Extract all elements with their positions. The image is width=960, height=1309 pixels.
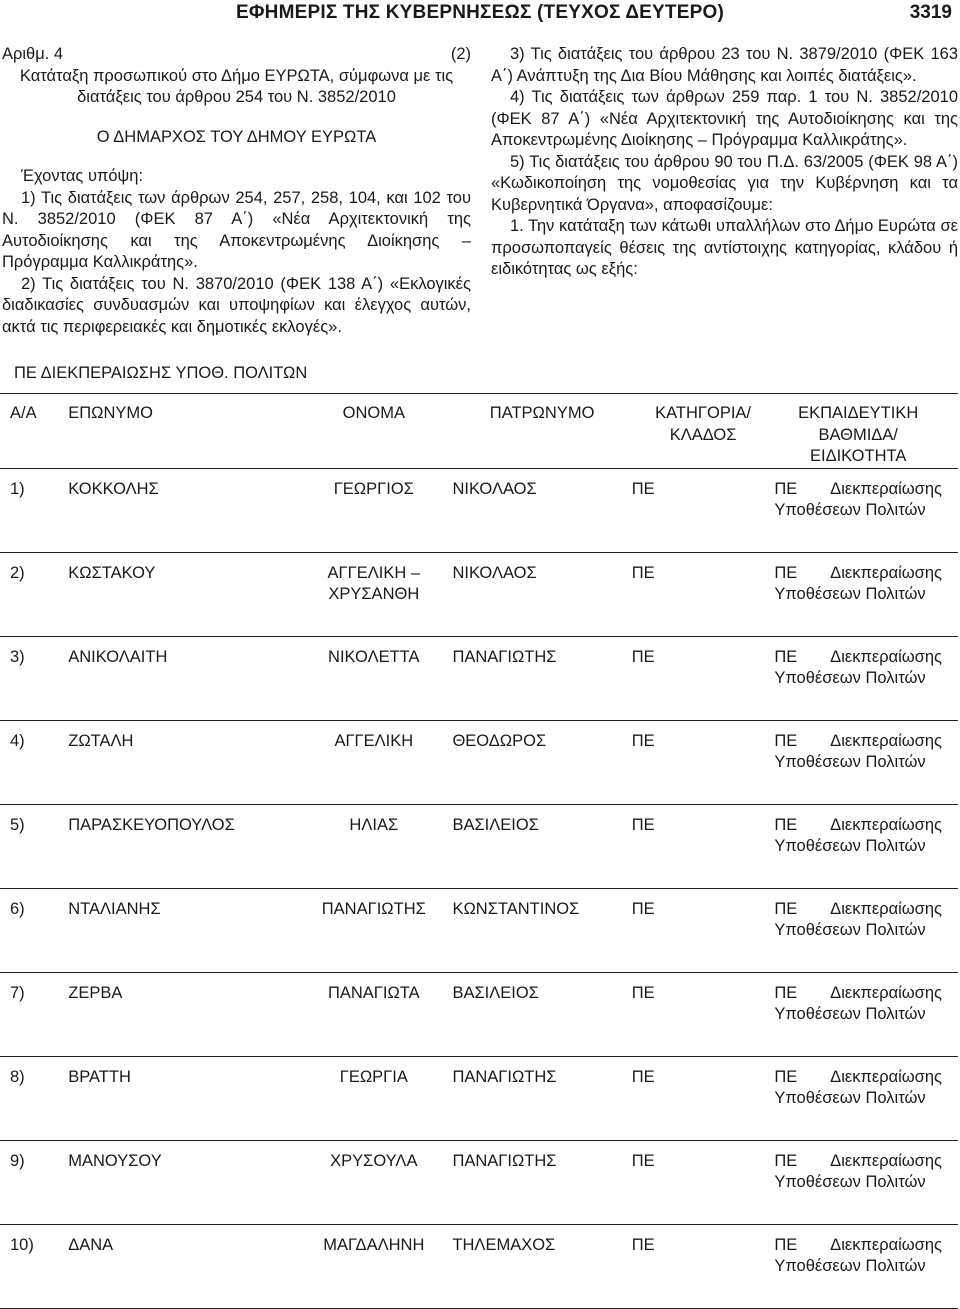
- cell-specialty: ΠΕ Διεκπεραίωσης Υποθέσεων Πολιτών: [774, 1140, 958, 1224]
- header-surname: ΕΠΩΝΥΜΟ: [68, 394, 295, 469]
- table-row: [0, 1140, 958, 1224]
- cell-aa: 6): [0, 888, 68, 972]
- table-row: [0, 552, 958, 636]
- cell-name: ΧΡΥΣΟΥΛΑ: [295, 1140, 452, 1224]
- cell-aa: 3): [0, 636, 68, 720]
- header-specialty: ΕΚΠΑΙΔΕΥΤΙΚΗ ΒΑΘΜΙΔΑ/ ΕΙΔΙΚΟΤΗΤΑ: [774, 394, 958, 469]
- cell-specialty: ΠΕ Διεκπεραίωσης Υποθέσεων Πολιτών: [774, 720, 958, 804]
- consideration-item-2: 2) Τις διατάξεις του Ν. 3870/2010 (ΦΕΚ 138 Α΄) «Εκλογικές διαδικασίες συνδυασμών και υποψηφίων και έλεγχος αυτών, ακτά τις περιφερειακές και δημοτικές εκλογές».: [2, 274, 471, 336]
- cell-name: ΑΓΓΕΛΙΚΗ: [295, 720, 452, 804]
- gazette-title: ΕΦΗΜΕΡΙΣ ΤΗΣ ΚΥΒΕΡΝΗΣΕΩΣ (ΤΕΥΧΟΣ ΔΕΥΤΕΡΟ): [236, 2, 724, 23]
- cell-name: ΓΕΩΡΓΙΟΣ: [295, 468, 452, 552]
- cell-surname: ΑΝΙΚΟΛΑΙΤΗ: [68, 636, 295, 720]
- cell-specialty: ΠΕ Διεκπεραίωσης Υποθέσεων Πολιτών: [774, 1056, 958, 1140]
- cell-father: ΒΑΣΙΛΕΙΟΣ: [452, 972, 631, 1056]
- cell-father: ΤΗΛΕΜΑΧΟΣ: [452, 1224, 631, 1308]
- cell-specialty: ΠΕ Διεκπεραίωσης Υποθέσεων Πολιτών: [774, 636, 958, 720]
- cell-father: ΠΑΝΑΓΙΩΤΗΣ: [452, 636, 631, 720]
- cell-aa: 2): [0, 552, 68, 636]
- cell-name: ΠΑΝΑΓΙΩΤΑ: [295, 972, 452, 1056]
- page-number: 3319: [909, 2, 952, 23]
- considering-label: Έχοντας υπόψη:: [21, 167, 144, 185]
- header-aa: Α/Α: [0, 394, 68, 469]
- cell-specialty: ΠΕ Διεκπεραίωσης Υποθέσεων Πολιτών: [774, 468, 958, 552]
- cell-father: ΝΙΚΟΛΑΟΣ: [452, 468, 631, 552]
- decision-subject: Κατάταξη προσωπικού στο Δήμο ΕΥΡΩΤΑ, σύμφωνα με τις διατάξεις του άρθρου 254 του Ν. 3852/2010: [19, 66, 454, 106]
- table-row: [0, 1056, 958, 1140]
- cell-aa: 7): [0, 972, 68, 1056]
- cell-surname: ΝΤΑΛΙΑΝΗΣ: [68, 888, 295, 972]
- consideration-item-1: 1) Τις διατάξεις των άρθρων 254, 257, 258, 104, και 102 του Ν. 3852/2010 (ΦΕΚ 87 Α΄) «Νέα Αρχιτεκτονική της Αυτοδιοίκησης και της Αποκεντρωμένης Διοίκησης – Πρόγραμμα Καλλικράτης».: [2, 188, 471, 271]
- decision-item-1: 1. Την κατάταξη των κάτωθι υπαλλήλων στο Δήμο Ευρώτα σε προσωποπαγείς θέσεις της αντίστοιχης κατηγορίας, κλάδου ή ειδικότητας ως εξής:: [491, 217, 958, 278]
- page-header: [0, 0, 960, 30]
- cell-surname: ΚΩΣΤΑΚΟΥ: [68, 552, 295, 636]
- cell-aa: 5): [0, 804, 68, 888]
- cell-name: ΝΙΚΟΛΕΤΤΑ: [295, 636, 452, 720]
- cell-specialty: ΠΕ Διεκπεραίωσης Υποθέσεων Πολιτών: [774, 888, 958, 972]
- cell-name: ΓΕΩΡΓΙΑ: [295, 1056, 452, 1140]
- header-name: ΟΝΟΜΑ: [295, 394, 452, 469]
- cell-name: ΜΑΓΔΑΛΗΝΗ: [295, 1224, 452, 1308]
- table-row: [0, 720, 958, 804]
- cell-name: ΑΓΓΕΛΙΚΗ – ΧΡΥΣΑΝΘΗ: [295, 552, 452, 636]
- header-category: ΚΑΤΗΓΟΡΙΑ/ ΚΛΑΔΟΣ: [632, 394, 775, 469]
- cell-surname: ΚΟΚΚΟΛΗΣ: [68, 468, 295, 552]
- decision-sub-number: (2): [450, 45, 471, 63]
- cell-father: ΝΙΚΟΛΑΟΣ: [452, 552, 631, 636]
- cell-aa: 4): [0, 720, 68, 804]
- consideration-item-4: 4) Τις διατάξεις των άρθρων 259 παρ. 1 του Ν. 3852/2010 (ΦΕΚ 87 Α΄) «Νέα Αρχιτεκτονική της Αυτοδιοίκησης και της Αποκεντρωμένης Διοίκησης – Πρόγραμμα Καλλικράτης».: [491, 88, 958, 149]
- table-row: [0, 972, 958, 1056]
- cell-surname: ΜΑΝΟΥΣΟΥ: [68, 1140, 295, 1224]
- cell-aa: 8): [0, 1056, 68, 1140]
- cell-category: ΠΕ: [632, 1140, 775, 1224]
- header-father: ΠΑΤΡΩΝΥΜΟ: [452, 394, 631, 469]
- cell-category: ΠΕ: [632, 552, 775, 636]
- table-row: [0, 636, 958, 720]
- table-header-row: [0, 394, 958, 469]
- cell-father: ΠΑΝΑΓΙΩΤΗΣ: [452, 1056, 631, 1140]
- cell-category: ΠΕ: [632, 804, 775, 888]
- cell-category: ΠΕ: [632, 972, 775, 1056]
- table-row: [0, 468, 958, 552]
- cell-father: ΚΩΝΣΤΑΝΤΙΝΟΣ: [452, 888, 631, 972]
- table-row: [0, 804, 958, 888]
- cell-surname: ΖΩΤΑΛΗ: [68, 720, 295, 804]
- right-column: [491, 44, 958, 281]
- decision-heading: [2, 44, 471, 66]
- staff-table: [0, 393, 958, 1309]
- cell-specialty: ΠΕ Διεκπεραίωσης Υποθέσεων Πολιτών: [774, 972, 958, 1056]
- cell-father: ΠΑΝΑΓΙΩΤΗΣ: [452, 1140, 631, 1224]
- cell-surname: ΖΕΡΒΑ: [68, 972, 295, 1056]
- cell-specialty: ΠΕ Διεκπεραίωσης Υποθέσεων Πολιτών: [774, 552, 958, 636]
- table-row: [0, 888, 958, 972]
- cell-specialty: ΠΕ Διεκπεραίωσης Υποθέσεων Πολιτών: [774, 1224, 958, 1308]
- decision-number: Αριθμ. 4: [2, 45, 64, 63]
- cell-category: ΠΕ: [632, 636, 775, 720]
- section-title: ΠΕ ΔΙΕΚΠΕΡΑΙΩΣΗΣ ΥΠΟΘ. ΠΟΛΙΤΩΝ: [14, 364, 308, 382]
- cell-name: ΗΛΙΑΣ: [295, 804, 452, 888]
- cell-category: ΠΕ: [632, 888, 775, 972]
- cell-category: ΠΕ: [632, 1056, 775, 1140]
- cell-name: ΠΑΝΑΓΙΩΤΗΣ: [295, 888, 452, 972]
- table-row: [0, 1224, 958, 1308]
- issuing-authority: Ο ΔΗΜΑΡΧΟΣ ΤΟΥ ΔΗΜΟΥ ΕΥΡΩΤΑ: [96, 127, 377, 146]
- cell-category: ΠΕ: [632, 468, 775, 552]
- cell-surname: ΠΑΡΑΣΚΕΥΟΠΟΥΛΟΣ: [68, 804, 295, 888]
- cell-aa: 9): [0, 1140, 68, 1224]
- cell-surname: ΒΡΑΤΤΗ: [68, 1056, 295, 1140]
- consideration-item-5: 5) Τις διατάξεις του άρθρου 90 του Π.Δ. 63/2005 (ΦΕΚ 98 Α΄) «Κωδικοποίηση της νομοθεσίας για την Κυβέρνηση και τα Κυβερνητικά Όργανα», αποφασίζουμε:: [491, 152, 958, 214]
- cell-aa: 1): [0, 468, 68, 552]
- cell-category: ΠΕ: [632, 1224, 775, 1308]
- cell-father: ΘΕΟΔΩΡΟΣ: [452, 720, 631, 804]
- cell-father: ΒΑΣΙΛΕΙΟΣ: [452, 804, 631, 888]
- cell-category: ΠΕ: [632, 720, 775, 804]
- cell-specialty: ΠΕ Διεκπεραίωσης Υποθέσεων Πολιτών: [774, 804, 958, 888]
- consideration-item-3: 3) Τις διατάξεις του άρθρου 23 του Ν. 3879/2010 (ΦΕΚ 163 Α΄) Ανάπτυξη της Δια Βίου Μάθησης και λοιπές διατάξεις».: [491, 45, 958, 85]
- left-column: [2, 44, 471, 338]
- cell-surname: ΔΑΝΑ: [68, 1224, 295, 1308]
- cell-aa: 10): [0, 1224, 68, 1308]
